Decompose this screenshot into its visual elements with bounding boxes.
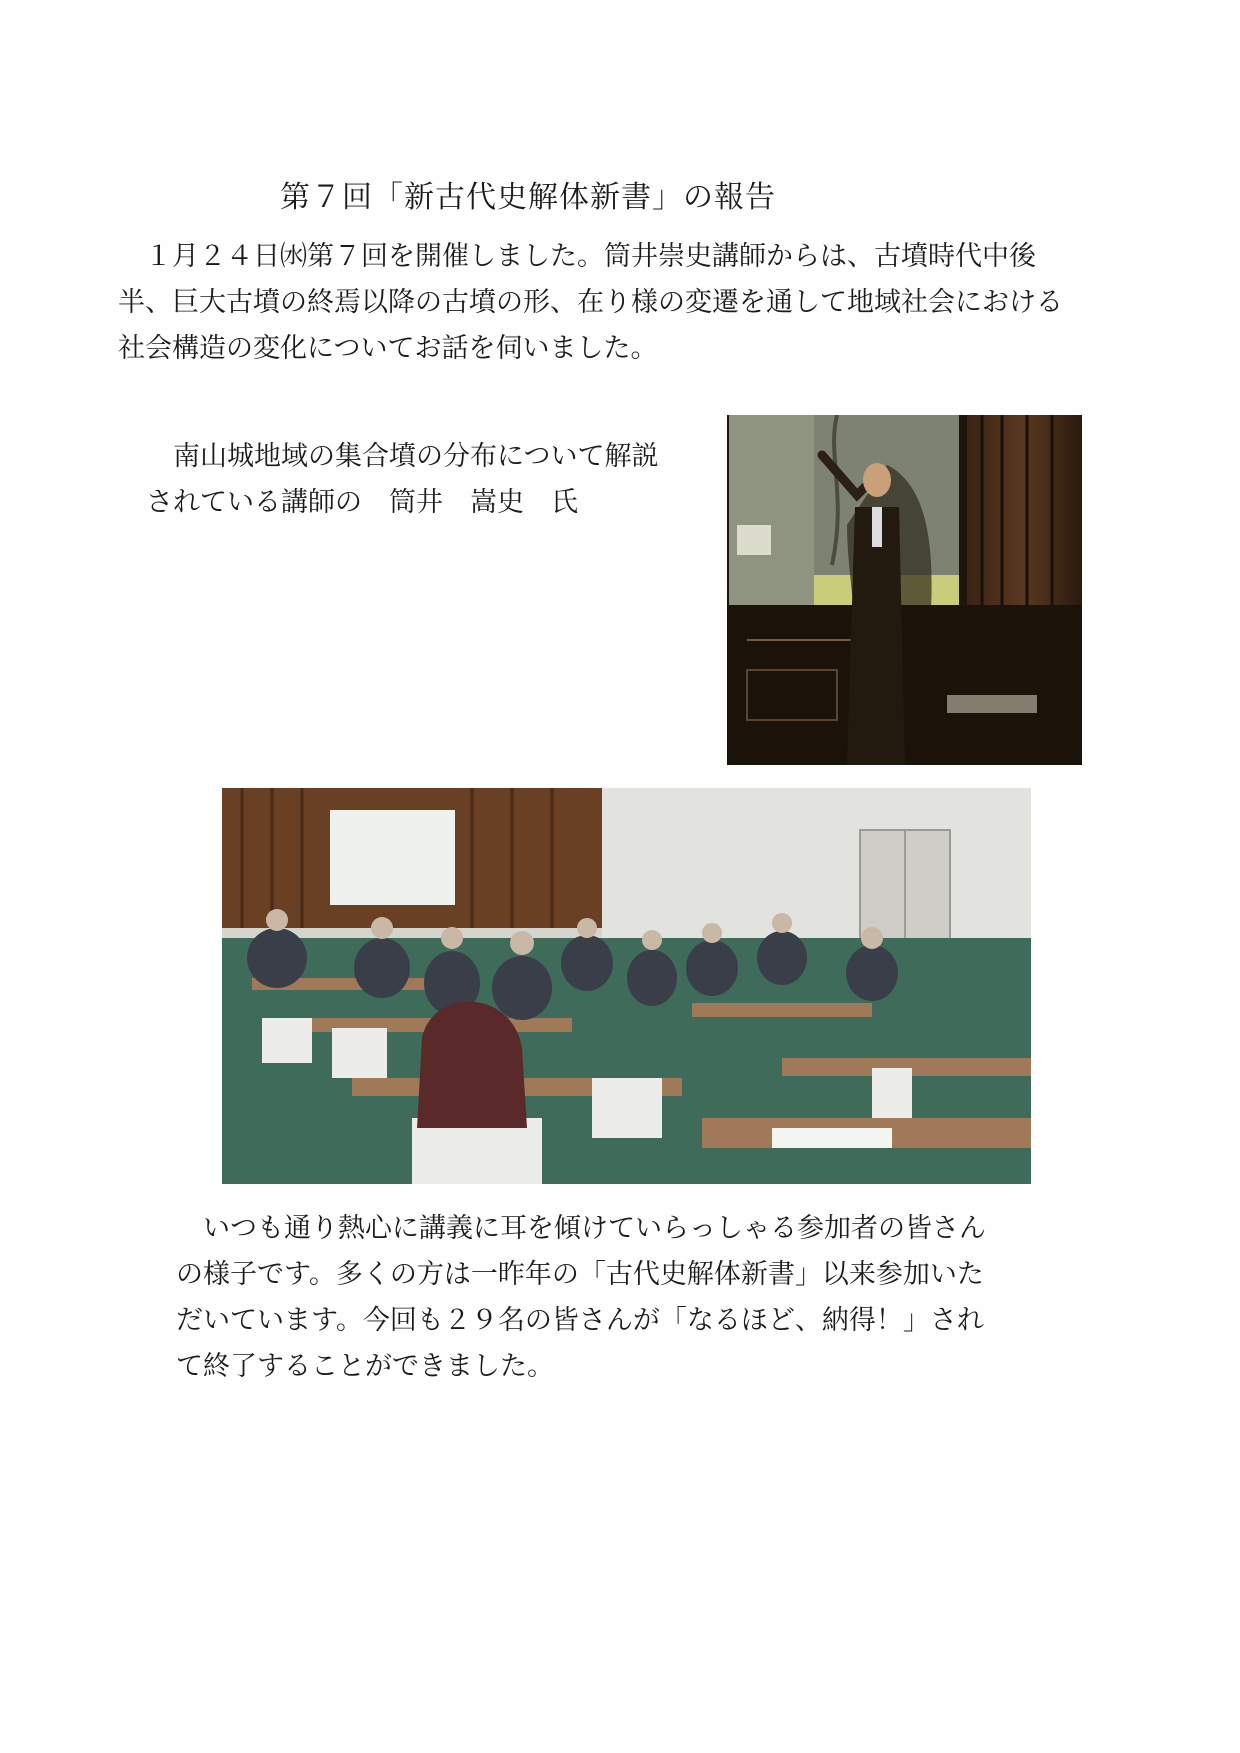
page-title: 第７回「新古代史解体新書」の報告 (280, 180, 776, 215)
lecturer-photo-caption (146, 434, 658, 526)
caption-line: の様子です。多くの方は一昨年の「古代史解体新書」以来参加いた (176, 1259, 984, 1290)
intro-line: 半、巨大古墳の終焉以降の古墳の形、在り様の変遷を通して地域社会における (118, 287, 1063, 318)
intro-paragraph (118, 234, 1063, 372)
caption-line: 南山城地域の集合墳の分布について解説 (146, 441, 659, 472)
audience-photo (222, 788, 1031, 1184)
audience-photo-caption (176, 1206, 986, 1390)
caption-line: だいています。今回も２９名の皆さんが「なるほど、納得！」され (176, 1305, 984, 1336)
caption-line: されている講師の 筒井 嵩史 氏 (146, 487, 578, 518)
lecturer-photo (727, 415, 1082, 765)
intro-line: 社会構造の変化についてお話を伺いました。 (118, 333, 658, 364)
caption-line: いつも通り熱心に講義に耳を傾けていらっしゃる参加者の皆さん (176, 1213, 986, 1244)
caption-line: て終了することができました。 (176, 1351, 554, 1382)
intro-line: １月２４日㈬第７回を開催しました。筒井崇史講師からは、古墳時代中後 (118, 241, 1036, 272)
